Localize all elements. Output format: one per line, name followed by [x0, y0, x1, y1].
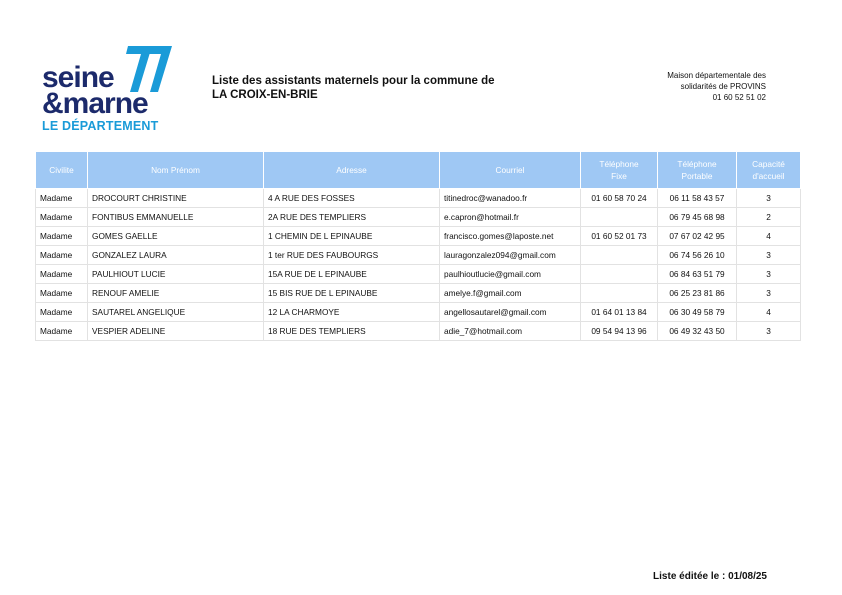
cell-capacite: 4	[737, 227, 801, 246]
table-row	[36, 284, 801, 303]
cell-adresse: 15 BIS RUE DE L EPINAUBE	[264, 284, 440, 303]
cell-adresse: 1 CHEMIN DE L EPINAUBE	[264, 227, 440, 246]
cell-capacite: 3	[737, 189, 801, 208]
cell-capacite: 2	[737, 208, 801, 227]
cell-adresse: 18 RUE DES TEMPLIERS	[264, 322, 440, 341]
cell-adresse: 2A RUE DES TEMPLIERS	[264, 208, 440, 227]
cell-telephone-fixe: 01 64 01 13 84	[581, 303, 658, 322]
logo-word-marne: &marne	[42, 87, 148, 120]
cell-telephone-portable: 06 11 58 43 57	[658, 189, 737, 208]
cell-civilite: Madame	[36, 208, 88, 227]
cell-courriel: paulhioutlucie@gmail.com	[440, 265, 581, 284]
cell-telephone-portable: 06 25 23 81 86	[658, 284, 737, 303]
cell-telephone-fixe	[581, 246, 658, 265]
cell-adresse: 4 A RUE DES FOSSES	[264, 189, 440, 208]
cell-capacite: 3	[737, 246, 801, 265]
cell-capacite: 3	[737, 265, 801, 284]
seine-et-marne-logo	[40, 42, 180, 134]
cell-courriel: francisco.gomes@laposte.net	[440, 227, 581, 246]
cell-adresse: 1 ter RUE DES FAUBOURGS	[264, 246, 440, 265]
maison-line-2: solidarités de PROVINS	[680, 82, 766, 91]
cell-telephone-fixe	[581, 284, 658, 303]
maison-departementale-info	[667, 70, 766, 103]
cell-civilite: Madame	[36, 303, 88, 322]
cell-nom-prenom: PAULHIOUT LUCIE	[88, 265, 264, 284]
cell-nom-prenom: RENOUF AMELIE	[88, 284, 264, 303]
assistants-table	[35, 151, 801, 341]
cell-civilite: Madame	[36, 246, 88, 265]
cell-courriel: titinedroc@wanadoo.fr	[440, 189, 581, 208]
cell-civilite: Madame	[36, 227, 88, 246]
table-row	[36, 189, 801, 208]
cell-telephone-portable: 06 84 63 51 79	[658, 265, 737, 284]
cell-nom-prenom: SAUTAREL ANGELIQUE	[88, 303, 264, 322]
cell-nom-prenom: FONTIBUS EMMANUELLE	[88, 208, 264, 227]
header-capacite	[737, 152, 801, 189]
edition-date: Liste éditée le : 01/08/25	[653, 571, 767, 582]
header-capacite-line2: d'accueil	[752, 171, 785, 181]
page-title	[212, 74, 495, 102]
logo-department-label: LE DÉPARTEMENT	[42, 119, 159, 133]
cell-capacite: 3	[737, 284, 801, 303]
cell-capacite: 4	[737, 303, 801, 322]
cell-telephone-portable: 06 74 56 26 10	[658, 246, 737, 265]
table-row	[36, 303, 801, 322]
maison-line-1: Maison départementale des	[667, 71, 766, 80]
cell-nom-prenom: VESPIER ADELINE	[88, 322, 264, 341]
header-nom-prenom: Nom Prénom	[88, 152, 264, 189]
cell-civilite: Madame	[36, 322, 88, 341]
header-telephone-fixe	[581, 152, 658, 189]
header-telephone-fixe-line1: Téléphone	[599, 159, 639, 169]
cell-telephone-fixe: 09 54 94 13 96	[581, 322, 658, 341]
maison-phone: 01 60 52 51 02	[712, 93, 766, 102]
cell-courriel: e.capron@hotmail.fr	[440, 208, 581, 227]
cell-nom-prenom: DROCOURT CHRISTINE	[88, 189, 264, 208]
cell-telephone-portable: 06 49 32 43 50	[658, 322, 737, 341]
cell-telephone-fixe	[581, 208, 658, 227]
page-title-commune: LA CROIX-EN-BRIE	[212, 89, 318, 101]
header-telephone-portable-line2: Portable	[681, 171, 713, 181]
cell-telephone-portable: 06 30 49 58 79	[658, 303, 737, 322]
header-civilite: Civilite	[36, 152, 88, 189]
table-row	[36, 322, 801, 341]
header-courriel: Courriel	[440, 152, 581, 189]
logo-word-seine: seine	[42, 61, 114, 94]
cell-courriel: lauragonzalez094@gmail.com	[440, 246, 581, 265]
table-row	[36, 246, 801, 265]
table-row	[36, 227, 801, 246]
cell-telephone-fixe: 01 60 52 01 73	[581, 227, 658, 246]
cell-nom-prenom: GONZALEZ LAURA	[88, 246, 264, 265]
cell-civilite: Madame	[36, 284, 88, 303]
table-row	[36, 208, 801, 227]
header-telephone-fixe-line2: Fixe	[611, 171, 627, 181]
table-header-row	[36, 152, 801, 189]
cell-telephone-portable: 07 67 02 42 95	[658, 227, 737, 246]
cell-civilite: Madame	[36, 265, 88, 284]
cell-nom-prenom: GOMES GAELLE	[88, 227, 264, 246]
cell-civilite: Madame	[36, 189, 88, 208]
header-telephone-portable	[658, 152, 737, 189]
cell-courriel: angellosautarel@gmail.com	[440, 303, 581, 322]
cell-adresse: 12 LA CHARMOYE	[264, 303, 440, 322]
cell-courriel: adie_7@hotmail.com	[440, 322, 581, 341]
header-telephone-portable-line1: Téléphone	[677, 159, 717, 169]
cell-telephone-fixe	[581, 265, 658, 284]
cell-adresse: 15A RUE DE L EPINAUBE	[264, 265, 440, 284]
cell-courriel: amelye.f@gmail.com	[440, 284, 581, 303]
cell-capacite: 3	[737, 322, 801, 341]
table-row	[36, 265, 801, 284]
page-title-line-1: Liste des assistants maternels pour la commune de	[212, 75, 495, 87]
cell-telephone-fixe: 01 60 58 70 24	[581, 189, 658, 208]
table-body	[36, 189, 801, 341]
header-capacite-line1: Capacité	[752, 159, 785, 169]
header-adresse: Adresse	[264, 152, 440, 189]
cell-telephone-portable: 06 79 45 68 98	[658, 208, 737, 227]
